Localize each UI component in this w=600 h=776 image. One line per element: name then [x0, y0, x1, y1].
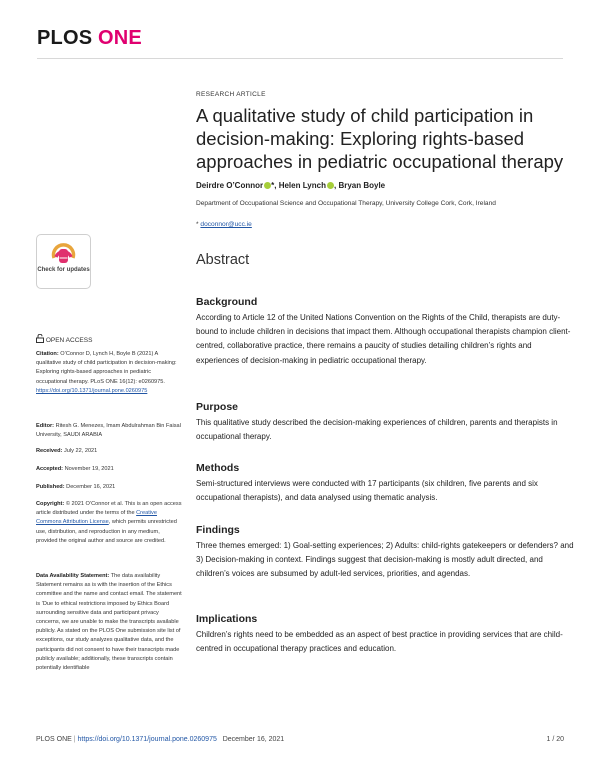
- copyright-text: © 2021 O’Connor et al. This is an open access article distributed under the terms of the: [36, 501, 182, 517]
- purpose-text: This qualitative study described the decision-making experiences of children, parents and therapists in occupational therapy.: [196, 418, 558, 442]
- published: [36, 483, 182, 492]
- background-text: According to Article 12 of the United Nations Convention on the Rights of the Child, therapists are duty-bound to include children in decisions that impact them. Although occupational therapists champion client-centred, collaborative practice, there remains a paucity of studies detailing children’s rights and experiences of decision-making in pediatric occupational therapy.: [196, 313, 571, 365]
- copyright-label: Copyright:: [36, 501, 65, 507]
- logo-plos: PLOS: [37, 27, 93, 49]
- accepted-date: November 19, 2021: [64, 466, 114, 472]
- email-link[interactable]: doconnor@ucc.ie: [200, 221, 252, 228]
- page-footer: PLOS ONE | https://doi.org/10.1371/journal.pone.0260975 December 16, 2021 1 / 20: [36, 736, 564, 743]
- journal-logo: [37, 27, 142, 50]
- open-lock-icon: [36, 334, 44, 343]
- data-availability-label: Data Availability Statement:: [36, 573, 110, 579]
- findings-heading: Findings: [196, 524, 240, 536]
- author-list: Deirdre O’Connor *, Helen Lynch , Bryan Boyle: [196, 181, 386, 190]
- corresponding-mark: *: [271, 181, 275, 190]
- header-divider: [37, 58, 563, 59]
- copyright-text-end: , which permits unrestricted use, distribution, and reproduction in any medium, provided the original author and source are credited.: [36, 519, 177, 544]
- footer-doi-link[interactable]: https://doi.org/10.1371/journal.pone.0260975: [77, 736, 217, 743]
- editor: [36, 422, 182, 440]
- copyright: [36, 500, 182, 546]
- check-for-updates-badge[interactable]: [36, 234, 91, 289]
- methods-heading: Methods: [196, 462, 240, 474]
- citation: [36, 350, 182, 396]
- methods-text: Semi-structured interviews were conducted with 17 participants (six children, five parents and six occupational therapists), and data analysed using thematic analysis.: [196, 479, 538, 503]
- affiliation: Department of Occupational Science and Occupational Therapy, University College Cork, Cork, Ireland: [196, 200, 496, 207]
- data-availability: [36, 572, 182, 673]
- received: [36, 447, 182, 456]
- open-access-label: OPEN ACCESS: [45, 337, 93, 344]
- article-title: A qualitative study of child participation in decision-making: Exploring rights-based approaches in pediatric occupational therapy: [196, 105, 564, 172]
- accepted-label: Accepted:: [36, 466, 64, 472]
- page-number: 1 / 20: [546, 736, 564, 743]
- citation-doi-link[interactable]: https://doi.org/10.1371/journal.pone.0260975: [36, 387, 148, 394]
- data-availability-text: The data availability Statement remains as is with the insertion of the Ethics committee and the name and contact email. The statement is ‘Due to ethical restrictions imposed by Ethics Board surrounding sensitive data and participant privacy concerns, we are unable to make the transcripts available publicly. As stated on the PLOS One submission site list of exceptions, our study analyzes qualitative data, and the participants did not consent to have their transcripts made publicly available; additionally, these transcripts contain potentially identifiable: [36, 573, 182, 672]
- background-heading: Background: [196, 296, 258, 308]
- purpose-heading: Purpose: [196, 401, 239, 413]
- article-type: RESEARCH ARTICLE: [196, 91, 266, 98]
- citation-text: O’Connor D, Lynch H, Boyle B (2021) A qualitative study of child participation in decision-making: Exploring rights-based approaches in pediatric occupational therapy. PLoS ONE 16(12): e0260975.: [36, 351, 177, 385]
- orcid-icon[interactable]: [327, 182, 334, 189]
- received-date: July 22, 2021: [64, 448, 98, 454]
- accepted: [36, 465, 182, 474]
- published-date: December 16, 2021: [66, 484, 116, 490]
- received-label: Received:: [36, 448, 63, 454]
- check-updates-icon: [37, 235, 90, 267]
- logo-one: ONE: [98, 27, 142, 49]
- implications-heading: Implications: [196, 613, 258, 625]
- footer-date: December 16, 2021: [222, 736, 285, 743]
- implications-text: Children’s rights need to be embedded as an aspect of best practice in providing services that are child-centred in occupational therapy practices and education.: [196, 630, 563, 654]
- author-name[interactable]: Deirdre O’Connor: [196, 181, 264, 190]
- author-name[interactable]: Bryan Boyle: [338, 181, 386, 190]
- editor-text: Ritesh G. Menezes, Imam Abdulrahman Bin Faisal University, SAUDI ARABIA: [36, 423, 181, 439]
- citation-label: Citation:: [36, 351, 59, 357]
- email-star: *: [196, 221, 199, 228]
- author-name[interactable]: Helen Lynch: [278, 181, 326, 190]
- corresponding-email: [196, 221, 252, 228]
- editor-label: Editor:: [36, 423, 55, 429]
- published-label: Published:: [36, 484, 65, 490]
- check-updates-label: Check for updates: [37, 267, 90, 273]
- findings-text: Three themes emerged: 1) Goal-setting experiences; 2) Adults: child-rights gatekeepers or defenders? and 3) Decision-making in context. Findings suggest that decision-making is mostly adult directed, and children’s voices are subsumed by adult-led services, priorities, and agendas.: [196, 541, 574, 579]
- open-access: [36, 334, 92, 344]
- cc-license-link[interactable]: Creative Commons Attribution License: [36, 510, 157, 526]
- footer-journal: PLOS ONE: [36, 736, 72, 743]
- abstract-heading: Abstract: [196, 252, 250, 268]
